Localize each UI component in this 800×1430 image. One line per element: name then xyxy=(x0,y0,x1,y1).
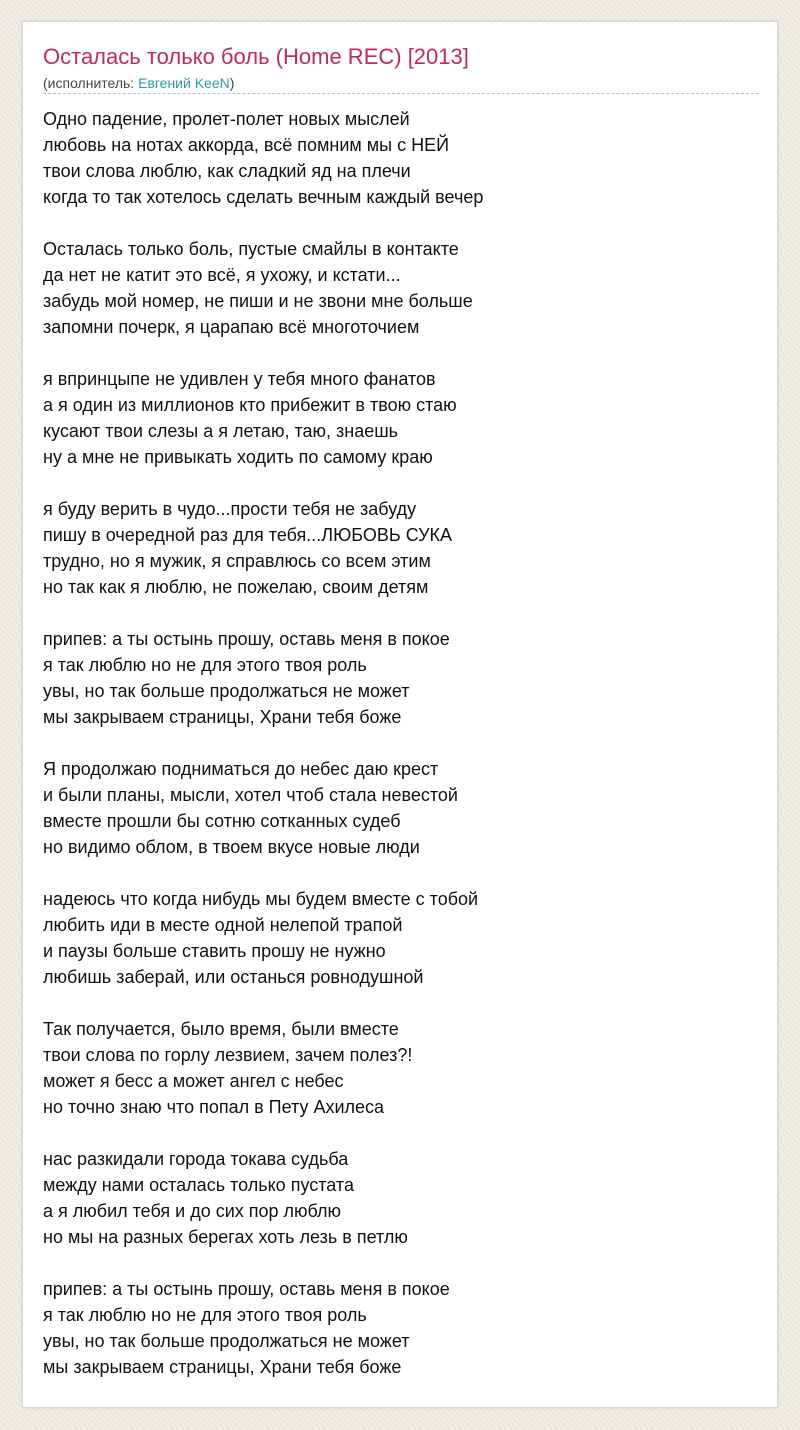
lyric-line: пишу в очередной раз для тебя...ЛЮБОВЬ СУКА xyxy=(43,525,453,545)
lyric-line: увы, но так больше продолжаться не может xyxy=(43,1331,410,1351)
lyric-line: между нами осталась только пустата xyxy=(43,1175,354,1195)
lyric-line: и паузы больше ставить прошу не нужно xyxy=(43,941,386,961)
artist-line xyxy=(43,74,234,92)
stanza-gap xyxy=(43,730,759,756)
song-title: Осталась только боль (Home REC) [2013] xyxy=(43,44,469,69)
lyric-line: увы, но так больше продолжаться не может xyxy=(43,681,410,701)
lyric-line: да нет не катит это всё, я ухожу, и кстати... xyxy=(43,265,401,285)
lyric-line: запомни почерк, я царапаю всё многоточием xyxy=(43,317,420,337)
artist-prefix: (исполнитель: xyxy=(43,75,139,91)
lyric-line: Осталась только боль, пустые смайлы в контакте xyxy=(43,239,459,259)
lyric-line: любишь заберай, или останься ровнодушной xyxy=(43,967,424,987)
artist-link[interactable]: Евгений KeeN xyxy=(138,75,230,91)
stanza-gap xyxy=(43,470,759,496)
lyric-line: любовь на нотах аккорда, всё помним мы с НЕЙ xyxy=(43,135,450,155)
lyric-line: забудь мой номер, не пиши и не звони мне больше xyxy=(43,291,473,311)
title-divider xyxy=(43,93,759,94)
lyric-line: но так как я люблю, не пожелаю, своим детям xyxy=(43,577,429,597)
lyric-line: я впринцыпе не удивлен у тебя много фанатов xyxy=(43,369,436,389)
stanza-gap xyxy=(43,1120,759,1146)
lyric-line: твои слова люблю, как сладкий яд на плечи xyxy=(43,161,411,181)
lyric-line: вместе прошли бы сотню сотканных судеб xyxy=(43,811,401,831)
lyric-line: твои слова по горлу лезвием, зачем полез?! xyxy=(43,1045,413,1065)
lyric-line: Одно падение, пролет-полет новых мыслей xyxy=(43,109,410,129)
lyric-line: кусают твои слезы а я летаю, таю, знаешь xyxy=(43,421,399,441)
lyric-line: но мы на разных берегах хоть лезь в петлю xyxy=(43,1227,408,1247)
lyric-line: Так получается, было время, были вместе xyxy=(43,1019,399,1039)
lyric-line: но видимо облом, в твоем вкусе новые люди xyxy=(43,837,420,857)
stanza-gap xyxy=(43,340,759,366)
stanza-gap xyxy=(43,1250,759,1276)
artist-suffix: ) xyxy=(229,75,235,91)
stanza-gap xyxy=(43,210,759,236)
lyric-line: может я бесс а может ангел с небес xyxy=(43,1071,344,1091)
lyric-line: надеюсь что когда нибудь мы будем вместе с тобой xyxy=(43,889,479,909)
lyric-line: мы закрываем страницы, Храни тебя боже xyxy=(43,1357,402,1377)
lyric-line: когда то так хотелось сделать вечным каждый вечер xyxy=(43,187,484,207)
lyric-line: припев: а ты остынь прошу, оставь меня в покое xyxy=(43,629,450,649)
lyric-line: я так люблю но не для этого твоя роль xyxy=(43,1305,367,1325)
lyric-line: ну а мне не привыкать ходить по самому краю xyxy=(43,447,433,467)
stanza-gap xyxy=(43,860,759,886)
lyric-line: припев: а ты остынь прошу, оставь меня в покое xyxy=(43,1279,450,1299)
stanza-gap xyxy=(43,600,759,626)
lyrics-card xyxy=(22,21,778,1408)
lyric-line: трудно, но я мужик, я справлюсь со всем этим xyxy=(43,551,431,571)
lyric-line: мы закрываем страницы, Храни тебя боже xyxy=(43,707,402,727)
lyric-line: а я любил тебя и до сих пор люблю xyxy=(43,1201,342,1221)
lyric-line: и были планы, мысли, хотел чтоб стала невестой xyxy=(43,785,458,805)
lyric-line: я так люблю но не для этого твоя роль xyxy=(43,655,367,675)
lyric-line: нас разкидали города токава судьба xyxy=(43,1149,349,1169)
lyrics-body xyxy=(43,106,759,1380)
lyric-line: любить иди в месте одной нелепой трапой xyxy=(43,915,403,935)
lyric-line: Я продолжаю подниматься до небес даю крест xyxy=(43,759,439,779)
lyric-line: я буду верить в чудо...прости тебя не забуду xyxy=(43,499,417,519)
lyric-line: но точно знаю что попал в Пету Ахилеса xyxy=(43,1097,385,1117)
stanza-gap xyxy=(43,990,759,1016)
lyric-line: а я один из миллионов кто прибежит в твою стаю xyxy=(43,395,457,415)
